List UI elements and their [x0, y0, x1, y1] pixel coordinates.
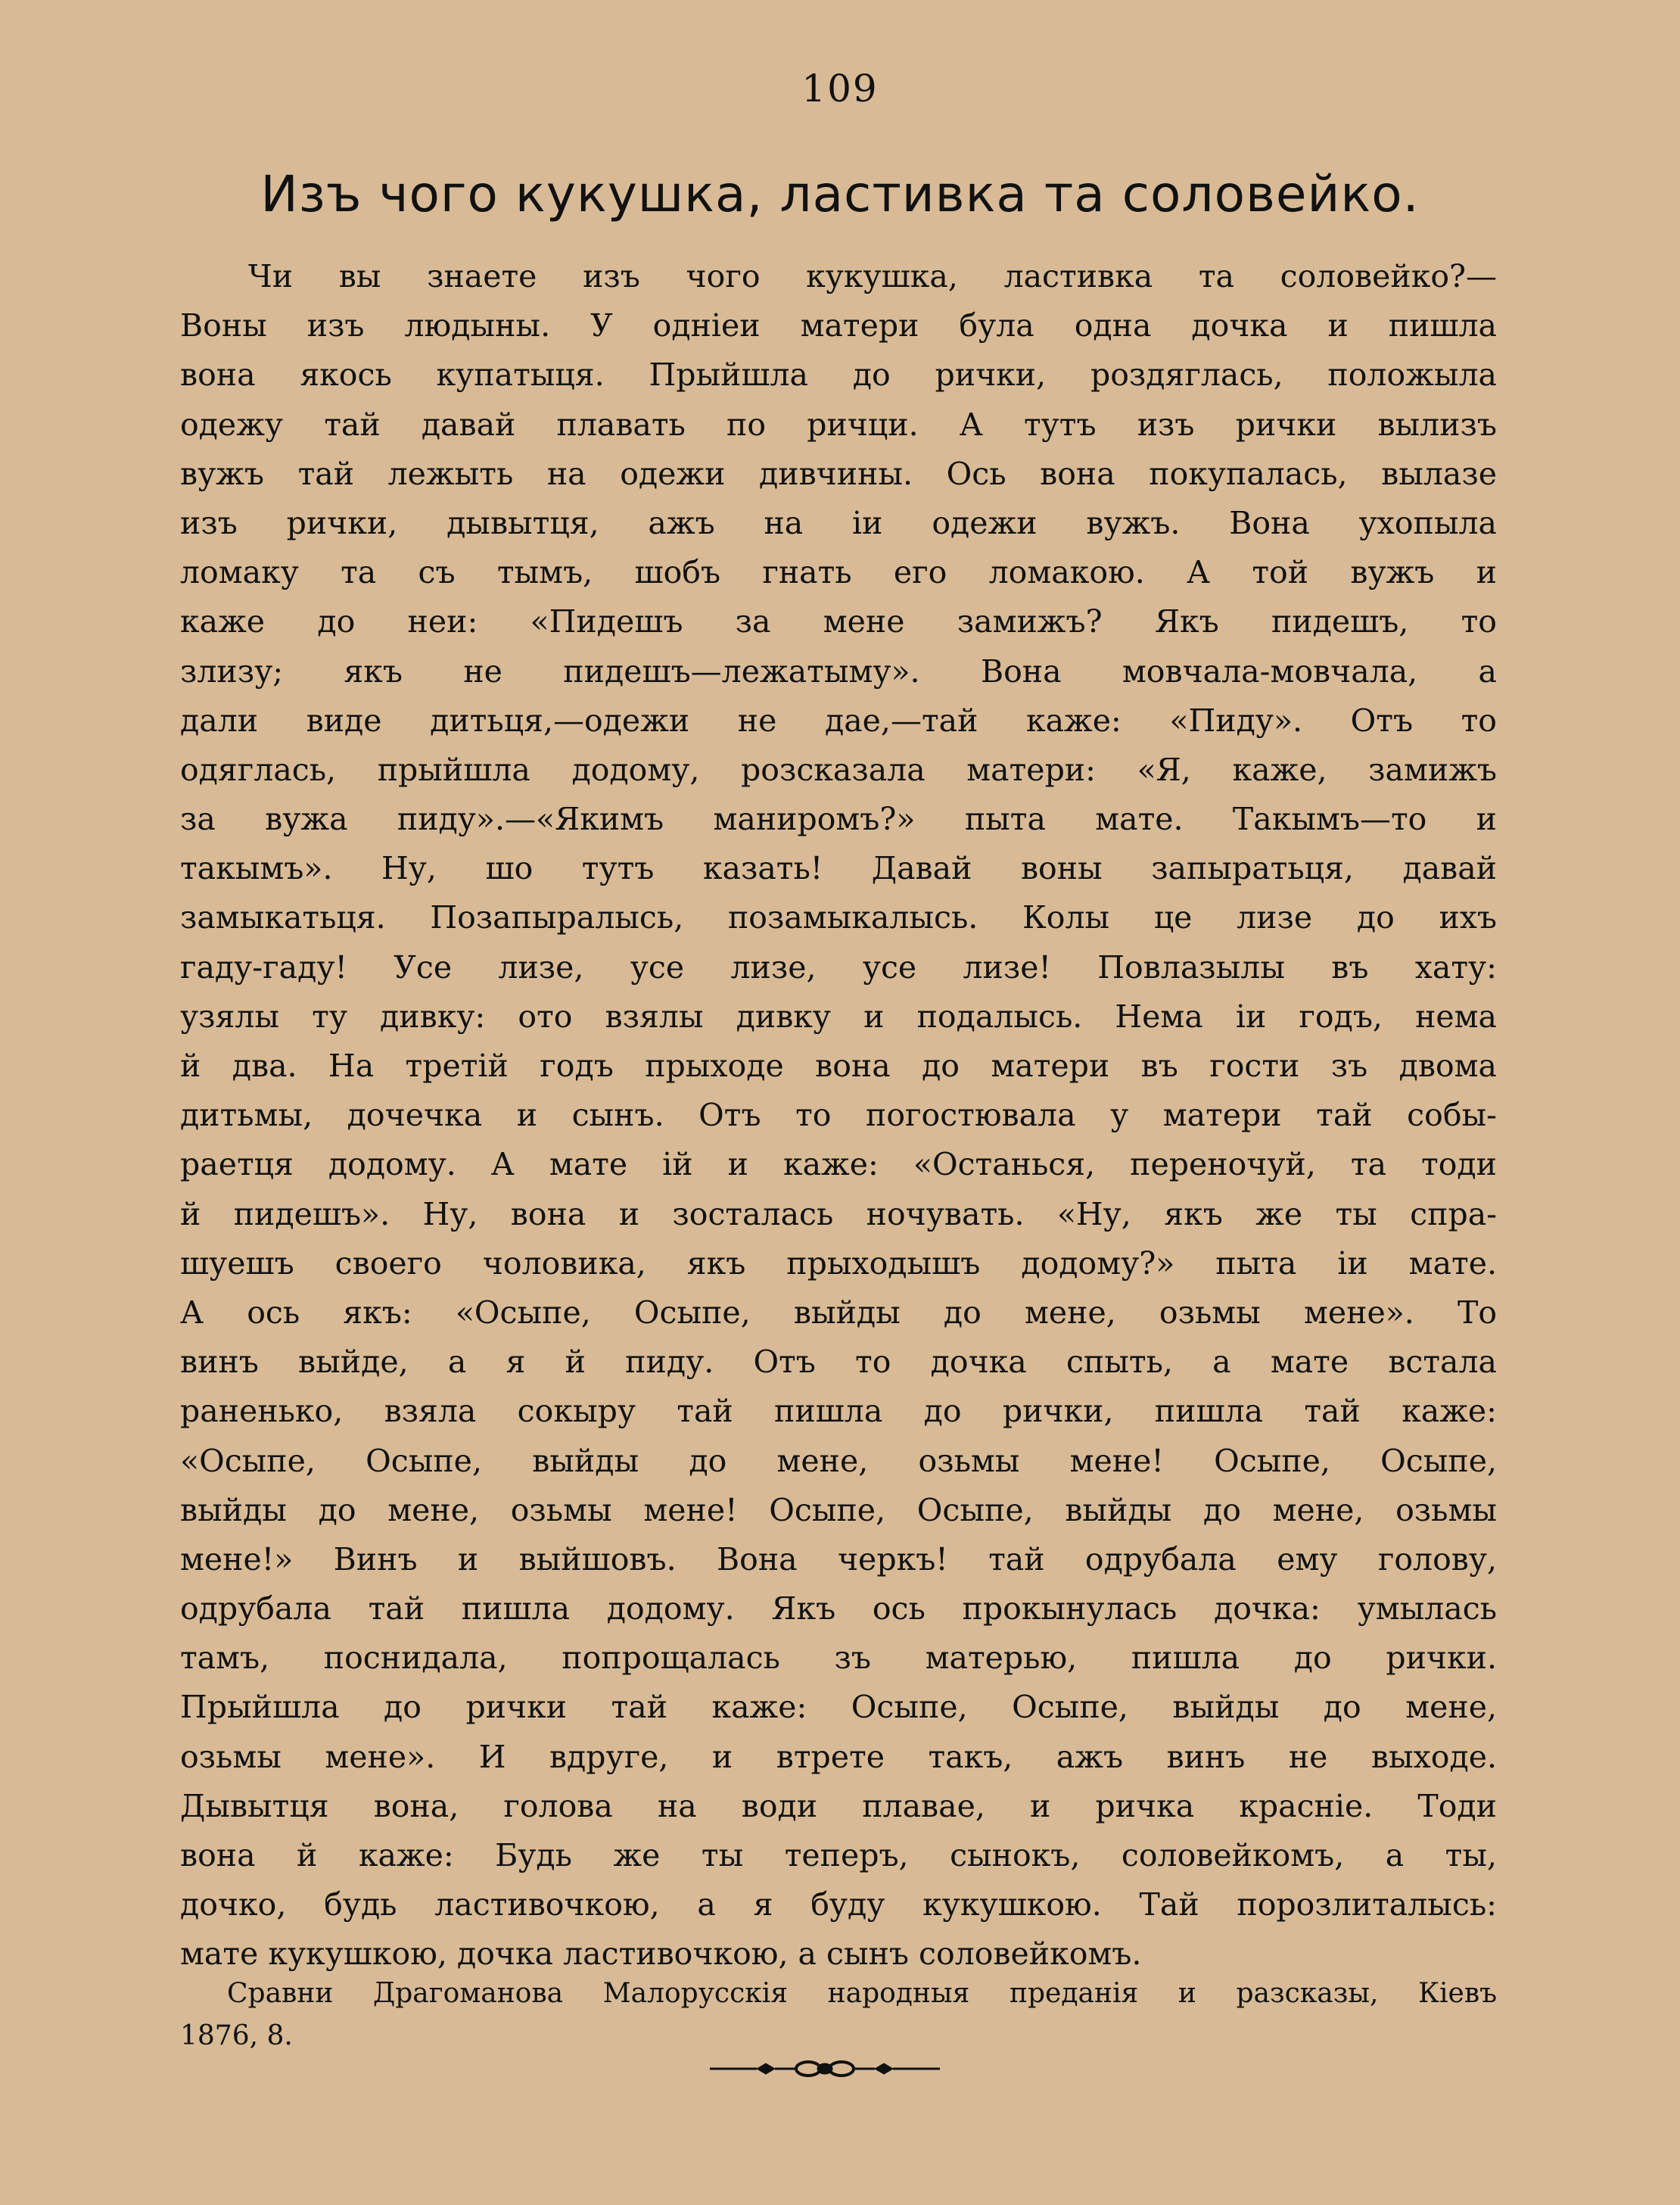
- story-line: каже до неи: «Пидешъ за мене замижъ? Якъ пидешъ, то: [180, 603, 1497, 640]
- story-line: й пидешъ». Ну, вона и зосталась ночувать. «Ну, якъ же ты спра-: [180, 1195, 1497, 1232]
- story-line: одяглась, прыйшла додому, розсказала матери: «Я, каже, замижъ: [180, 751, 1497, 788]
- story-line: злизу; якъ не пидешъ—лежатыму». Вона мовчала-мовчала, а: [180, 652, 1497, 690]
- story-line: такымъ». Ну, шо тутъ казать! Давай воны запыратьця, давай: [180, 850, 1497, 887]
- reference-line: 1876, 8.: [180, 2020, 293, 2051]
- story-line: раненько, взяла сокыру тай пишла до рички, пишла тай каже:: [180, 1393, 1497, 1430]
- story-line: вона й каже: Будь же ты теперъ, сынокъ, соловейкомъ, а ты,: [180, 1837, 1497, 1873]
- story-line: одрубала тай пишла додому. Якъ ось прокынулась дочка: умылась: [180, 1590, 1497, 1627]
- story-line: мене!» Винъ и выйшовъ. Вона черкъ! тай одрубала ему голову,: [180, 1540, 1497, 1577]
- page-number: 109: [801, 67, 879, 111]
- story-line: вужъ тай лежыть на одежи дивчины. Ось вона покупалась, вылазе: [180, 455, 1497, 492]
- story-line: одежу тай давай плавать по ричци. А тутъ изъ рички вылизъ: [180, 406, 1497, 443]
- story-line: гаду-гаду! Усе лизе, усе лизе, усе лизе! Повлазылы въ хату:: [180, 948, 1497, 986]
- story-line: раетця додому. А мате ій и каже: «Останься, переночуй, та тоди: [180, 1146, 1497, 1183]
- story-line: тамъ, поснидала, попрощалась зъ матерью, пишла до рички.: [180, 1640, 1497, 1677]
- story-line: замыкатьця. Позапыралысь, позамыкалысь. Колы це лизе до ихъ: [180, 899, 1497, 936]
- story-line: «Осыпе, Осыпе, выйды до мене, озьмы мене! Осыпе, Осыпе,: [180, 1442, 1497, 1479]
- ornament-divider-icon: [704, 2057, 946, 2080]
- page-title: Изъ чого кукушка, ластивка та соловейко.: [260, 165, 1420, 223]
- story-line: Прыйшла до рички тай каже: Осыпе, Осыпе, выйды до мене,: [180, 1689, 1497, 1726]
- story-text: [180, 252, 1497, 1979]
- story-line: дали виде дитьця,—одежи не дае,—тай каже: «Пиду». Отъ то: [180, 702, 1497, 739]
- story-line: изъ рички, дывытця, ажъ на іи одежи вужъ. Вона ухопыла: [180, 504, 1497, 541]
- story-line: дочко, будь ластивочкою, а я буду кукушкою. Тай порозлиталысь:: [180, 1886, 1497, 1923]
- story-line: Дывытця вона, голова на води плавае, и ричка краснiе. Тоди: [180, 1787, 1497, 1824]
- story-line: дитьмы, дочечка и сынъ. Отъ то погостювала у матери тай собы-: [180, 1097, 1497, 1134]
- story-line: озьмы мене». И вдруге, и втрете такъ, ажъ винъ не выходе.: [180, 1738, 1497, 1775]
- story-line: мате кукушкою, дочка ластивочкою, а сынъ соловейкомъ.: [180, 1936, 1142, 1973]
- story-line: ломаку та съ тымъ, шобъ гнать его ломакою. А той вужъ и: [180, 554, 1497, 591]
- story-line: за вужа пиду».—«Якимъ маниромъ?» пыта мате. Такымъ—то и: [180, 801, 1497, 838]
- story-line: Чи вы знаете изъ чого кукушка, ластивка та соловейко?—: [248, 258, 1497, 294]
- story-line: Воны изъ людыны. У однiеи матери була одна дочка и пишла: [180, 307, 1497, 344]
- story-line: й два. На третій годъ прыходе вона до матери въ гости зъ двома: [180, 1048, 1497, 1084]
- story-line: узялы ту дивку: ото взялы дивку и подалысь. Нема іи годъ, нема: [180, 998, 1497, 1035]
- story-line: выйды до мене, озьмы мене! Осыпе, Осыпе, выйды до мене, озьмы: [180, 1491, 1497, 1528]
- story-line: вона якось купатыця. Прыйшла до рички, роздяглась, положыла: [180, 357, 1497, 394]
- reference-line: Сравни Драгоманова Малорусскія народныя преданія и разсказы, Кіевъ: [227, 1978, 1497, 2009]
- story-line: шуешъ своего чоловика, якъ прыходышъ додому?» пыта іи мате.: [180, 1244, 1497, 1282]
- story-line: А ось якъ: «Осыпе, Осыпе, выйды до мене, озьмы мене». То: [180, 1294, 1497, 1331]
- story-line: винъ выйде, а я й пиду. Отъ то дочка спыть, а мате встала: [180, 1344, 1497, 1381]
- reference-note: [180, 1973, 1497, 2057]
